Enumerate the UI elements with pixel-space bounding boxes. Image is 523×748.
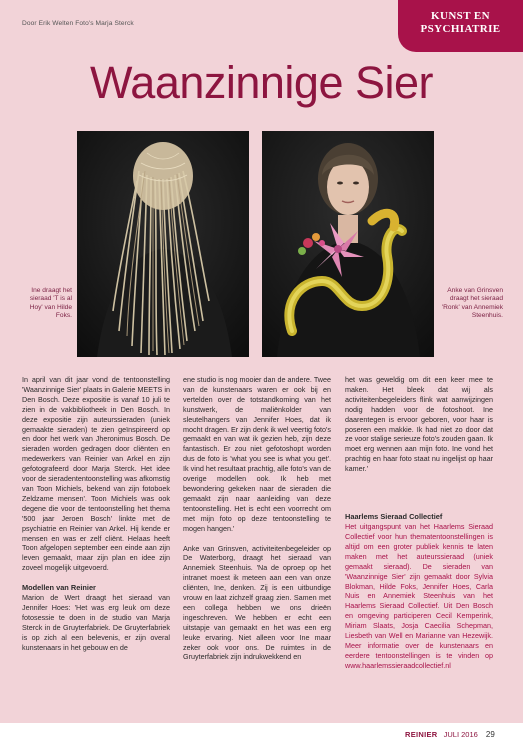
section-badge-line2: PSYCHIATRIE (420, 23, 501, 35)
page-footer (405, 730, 510, 739)
photo-flower-necklace (262, 131, 434, 357)
column-3-paragraph-1: het was geweldig om dit een keer mee te maken. Het bleek dat wij als activiteitenbegeleiders flink wat aanwijzingen nodig hadden voor de fotoshoot. Ine daarentegen is ervoor geboren, voor haar is poseren een makkie. Ik had niet zo door dat ze voor stalige serieuze foto's zouden gaan. Ik moet erg wennen aan mijn foto. Ine vond het prachtig en haar foto staat nu ingelijst op haar kamer.' (345, 375, 493, 474)
column-2-paragraph-1: ene studio is nog mooier dan de andere. Twee van de kunstenaars waren er ook bij en vertelden over de totstandkoming van het kunstwerk, de maliënkolder van sleutelhangers van Jennifer Hoes, dat ik mocht dragen. Er zijn denk ik wel veertig foto's gemaakt en van wat ik gezien heb, zijn deze fantastisch. Er zou niet gefotoshopt worden dus de foto is 'what you see is what you get'. Ik vind het resultaat prachtig, alle foto's van de overige modellen ook. Ik heb met bewondering gekeken naar de sieraden die gemaakt zijn naar aanleiding van deze tentoonstelling. Het is echt een voorrecht om met mijn foto op deze tentoonstelling te mogen hangen.' (183, 375, 331, 533)
column-1-paragraph-2: Marion de Wert draagt het sieraad van Jennifer Hoes: 'Het was erg leuk om deze fotosessie te doen in de studio van Marja Sterck in de Gruyterfabriek. De Gruyterfabriek is op zich al een belevenis, er zijn overal kunstenaars in het gebouw en de (22, 593, 170, 652)
article-column-1 (22, 375, 170, 653)
article-column-2 (183, 375, 331, 662)
photo-raffia-headpiece (77, 131, 249, 357)
photo-raffia-illustration (77, 131, 249, 357)
column-1-paragraph-1: In april van dit jaar vond de tentoonstelling 'Waanzinnige Sier' plaats in Galerie MEETS in Den Bosch. Deze expositie is vanaf 10 juli te zien in de vakbibliotheek in Den Bosch. In deze expositie zijn auteurssieraden (uniek gemaakte sieraden) te zien geïnspireerd op en door het werk van Jheronimus Bosch. De sieraden worden gedragen door cliënten en medewerkers van Reinier van Arkel en zijn gefotografeerd door Marja Sterck. Het idee voor de sieradententoonstelling was afkomstig van Toon Michiels, bekend van zijn fotoboek Zeldzame mensen'. Toon Michiels was ook degene die voor de tentoonstelling het thema '500 jaar Jeroen Bosch' linkte met de psychiatrie en Reinier van Arkel. Hij kende er mensen en was er zelf cliënt. Helaas heeft Toon afgelopen september een einde aan zijn leven gemaakt, maar zijn plan en idee zijn zoveel mogelijk uitgevoerd. (22, 375, 170, 573)
sidebar-text: Het uitgangspunt van het Haarlems Sieraad Collectief voor hun thematentoonstellingen is altijd om een groter publiek kennis te laten maken met het auteurssieraad (uniek gemaakt sieraad). De sieraden van 'Waanzinnige Sier' zijn gemaakt door Sylvia Blokman, Hilde Foks, Jennifer Hoes, Carla Nuis en Annemiek Steenhuis van het Haarlems Sieraad Collectief. Uit Den Bosch en omgeving participeren Cecil Kemperink, Miriam Slaats, Josja Caecilia Schepman, Liesbeth van Well en Marianne van Hezewijk. Meer informatie over de kunstenaars en eerdere tentoonstellingen is te vinden op www.haarlemssieraadcollectief.nl (345, 522, 493, 670)
sidebar-heading: Haarlems Sieraad Collectief (345, 512, 443, 522)
caption-left: Ine draagt het sieraad 'T is al Hoy' van Hilde Foks. (29, 287, 72, 319)
section-badge (398, 0, 523, 52)
caption-right: Anke van Grinsven draagt het sieraad 'Ronk' van Annemiek Steenhuis. (441, 287, 503, 319)
column-2-paragraph-2: Anke van Grinsven, activiteitenbegeleider op De Waterborg, draagt het sieraad van Annemiek Steenhuis. 'Na de oproep op het intranet moest ik meteen aan een van onze cliënten, Ine, denken. Zij is een uitbundige vrouw en laat zichzelf graag zien. Samen met een collega hebben we ons drieën ingeschreven. We hebben er echt een uitstapje van gemaakt en het was een erg leuke ervaring. Niet alleen voor Ine maar zeker ook voor ons. De ruimtes in de Gruyterfabriek zijn indrukwekkend en (183, 543, 331, 662)
byline: Door Erik Welten Foto's Marja Sterck (22, 20, 134, 27)
photo-necklace-illustration (262, 131, 434, 357)
page-number: 29 (485, 730, 495, 739)
section-badge-line1: KUNST EN (431, 10, 490, 22)
footer-date: JULI 2016 (443, 730, 478, 739)
article-title: Waanzinnige Sier (89, 57, 433, 108)
article-column-3 (345, 375, 493, 671)
footer-publication: REINIER (405, 730, 438, 739)
section-heading-modellen: Modellen van Reinier (22, 583, 96, 593)
